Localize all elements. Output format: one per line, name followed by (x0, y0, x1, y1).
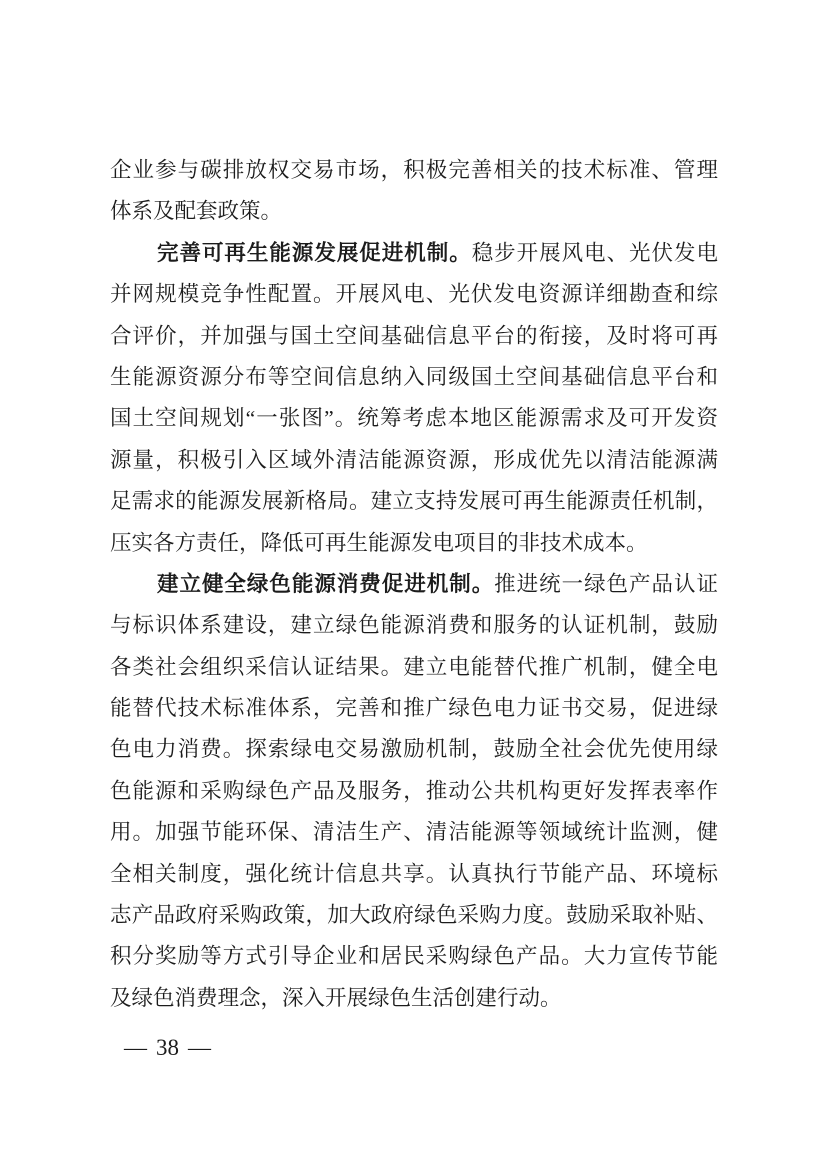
text-line: 完善可再生能源发展促进机制。稳步开展风电、光伏发电 (157, 240, 718, 265)
footer-dash-left: — (124, 1035, 147, 1060)
text-line: 全相关制度，强化统计信息共享。认真执行节能产品、环境标 (110, 861, 718, 886)
page-footer (124, 1033, 211, 1063)
text-line: 色能源和采购绿色产品及服务，推动公共机构更好发挥表率作 (110, 778, 718, 803)
text-line: 合评价，并加强与国土空间基础信息平台的衔接，及时将可再 (110, 323, 718, 348)
text-line: 与标识体系建设，建立绿色能源消费和服务的认证机制，鼓励 (110, 613, 718, 638)
paragraph-lead-bold: 完善可再生能源发展促进机制。 (157, 240, 472, 265)
text-line: 能替代技术标准体系，完善和推广绿色电力证书交易，促进绿 (110, 696, 718, 721)
page-number: 38 (156, 1035, 179, 1060)
text-line: 用。加强节能环保、清洁生产、清洁能源等领域统计监测，健 (110, 820, 718, 845)
text-line: 积分奖励等方式引导企业和居民采购绿色产品。大力宣传节能 (110, 944, 718, 969)
text-line: 建立健全绿色能源消费促进机制。推进统一绿色产品认证 (157, 571, 718, 596)
text-line: 体系及配套政策。 (110, 199, 283, 224)
text-line: 并网规模竞争性配置。开展风电、光伏发电资源详细勘查和综 (110, 282, 718, 307)
text-line: 压实各方责任，降低可再生能源发电项目的非技术成本。 (110, 530, 648, 555)
text-line: 国土空间规划“一张图”。统筹考虑本地区能源需求及可开发资 (110, 406, 718, 431)
text-line: 各类社会组织采信认证结果。建立电能替代推广机制，健全电 (110, 654, 718, 679)
text-line: 志产品政府采购政策，加大政府绿色采购力度。鼓励采取补贴、 (110, 903, 718, 928)
text-line: 生能源资源分布等空间信息纳入同级国土空间基础信息平台和 (110, 364, 718, 389)
text-line: 色电力消费。探索绿电交易激励机制，鼓励全社会优先使用绿 (110, 737, 718, 762)
text-line: 企业参与碳排放权交易市场，积极完善相关的技术标准、管理 (110, 158, 718, 182)
document-body (110, 150, 718, 1019)
text-line: 足需求的能源发展新格局。建立支持发展可再生能源责任机制， (110, 489, 718, 514)
text-line: 及绿色消费理念，深入开展绿色生活创建行动。 (110, 985, 562, 1010)
text-line: 源量，积极引入区域外清洁能源资源，形成优先以清洁能源满 (110, 447, 718, 472)
paragraph-lead-bold: 建立健全绿色能源消费促进机制。 (157, 571, 495, 596)
footer-dash-right: — (188, 1035, 211, 1060)
